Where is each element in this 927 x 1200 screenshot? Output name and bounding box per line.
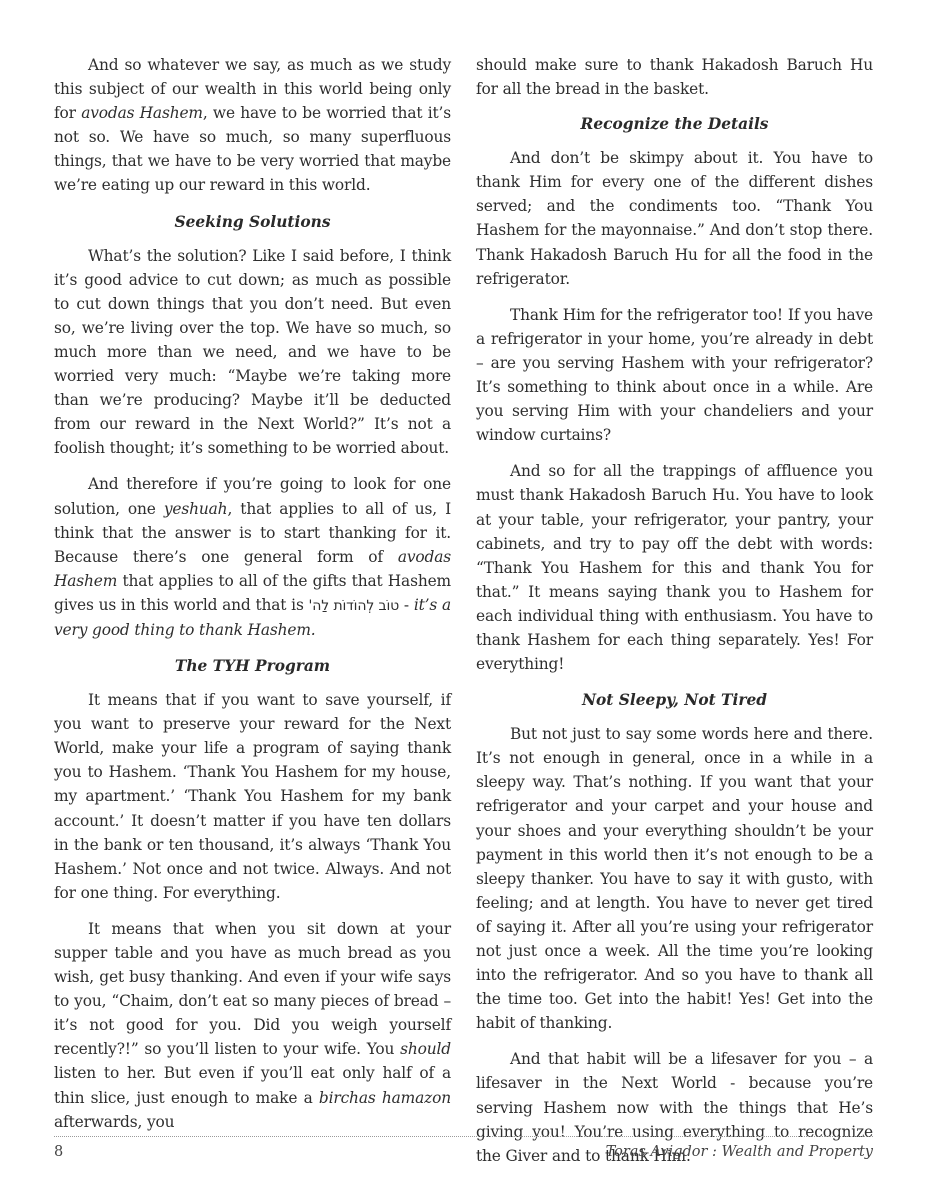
text-run: listen to her. But even if you’ll eat only half of a thin slice, just enough to make a	[54, 1064, 451, 1107]
italic-translation: it’s a very good thing to thank Hashem.	[54, 595, 451, 639]
italic-term: avodas Hashem	[54, 547, 451, 590]
paragraph: But not just to say some words here and there. It’s not enough in general, once in a while in a sleepy way. That’s nothing. If you want that your refrigerator and your carpet and your house and your shoes and your everything shouldn’t be your payment in this world then it’s not enough to be a sleepy thanker. You have to say it with gusto, with feeling; and at length. You have to never get tired of saying it. After all you’re using your refrigerator not just once a week. All the time you’re looking into the refrigerator. And so you have to thank all the time too. Get into the habit! Yes! Get into the habit of thanking.	[476, 725, 873, 1033]
section-heading-recognize-details: Recognize the Details	[580, 115, 769, 134]
paragraph: And that habit will be a lifesaver for you – a lifesaver in the Next World - because you’re serving Hashem now with the things that He’s giving you! You’re using everything to recognize the Giver and to thank Him.	[476, 1050, 873, 1165]
text-run: afterwards, you	[54, 1112, 175, 1131]
paragraph	[54, 53, 451, 198]
section-heading-tyh-program: The TYH Program	[174, 657, 331, 676]
footer-row	[54, 1142, 873, 1162]
text-run: And so whatever we say, as much as we study this subject of our wealth in this world being only for	[54, 56, 451, 123]
text-run: , that applies to all of us, I think that the answer is to start thanking for it. Because there’s one general form of	[54, 499, 451, 566]
text-run: that applies to all of the gifts that Hashem gives us in this world and that is	[54, 571, 451, 614]
paragraph: Thank Him for the refrigerator too! If you have a refrigerator in your home, you’re already in debt – are you serving Hashem with your refrigerator? It’s something to think about once in a while. Are you serving Him with your chandeliers and your window curtains?	[476, 305, 873, 445]
paragraph	[54, 917, 451, 1134]
right-column	[476, 53, 873, 1180]
paragraph	[54, 472, 451, 642]
footer-divider	[54, 1136, 873, 1137]
paragraph: What’s the solution? Like I said before, I think it’s good advice to cut down; as much as possible to cut down things that you don’t need. But even so, we’re living over the top. We have so much, so much more than we need, and we have to be worried very much: “Maybe we’re taking more than we’re producing? Maybe it’ll be deducted from our reward in the Next World?” It’s not a foolish thought; it’s something to be worried about.	[54, 246, 451, 458]
paragraph: It means that if you want to save yourself, if you want to preserve your reward for the Next World, make your life a program of saying thank you to Hashem. ‘Thank You Hashem for my house, my apartment.’ ‘Thank You Hashem for my bank account.’ It doesn’t matter if you have ten dollars in the bank or ten thousand, it’s always ‘Thank You Hashem.’ Not once and not twice. Always. And not for one thing. For everything.	[54, 691, 451, 902]
running-title: Toras Avigdor : Wealth and Property	[605, 1144, 873, 1160]
left-column	[54, 53, 451, 1146]
italic-term: should	[400, 1040, 451, 1059]
text-run: -	[399, 595, 414, 614]
italic-term: birchas hamazon	[318, 1088, 451, 1107]
section-heading-seeking-solutions: Seeking Solutions	[174, 212, 331, 231]
paragraph: And so for all the trappings of affluence you must thank Hakadosh Baruch Hu. You have to look at your table, your refrigerator, your pantry, your cabinets, and try to pay off the debt with words: “Thank You Hashem for this and thank You for that.” It means saying thank you to Hashem for each individual thing with enthusiasm. You have to thank Hashem for each thing separately. Yes! For everything!	[476, 462, 873, 674]
text-run: , we have to be worried that it’s not so. We have so much, so many superfluous things, that we have to be very worried that maybe we’re eating up our reward in this world.	[54, 104, 451, 195]
page-number: 8	[54, 1144, 64, 1160]
hebrew-quote: טוֹב לְהוֹדוֹת לַה'	[308, 597, 400, 614]
paragraph-continued: should make sure to thank Hakadosh Baruch Hu for all the bread in the basket.	[476, 56, 873, 99]
page-footer	[54, 1136, 873, 1162]
italic-term: yeshuah	[163, 499, 228, 518]
paragraph: And don’t be skimpy about it. You have to thank Him for every one of the different dishes served; and the condiments too. “Thank You Hashem for the mayonnaise.” And don’t stop there. Thank Hakadosh Baruch Hu for all the food in the refrigerator.	[476, 149, 873, 288]
italic-term: avodas Hashem	[81, 104, 203, 123]
text-run: It means that when you sit down at your supper table and you have as much bread as you wish, get busy thanking. And even if your wife says to you, “Chaim, don’t eat so many pieces of bread – it’s not good for you. Did you weigh yourself recently?!” so you’ll listen to your wife. You	[54, 919, 451, 1059]
section-heading-not-sleepy: Not Sleepy, Not Tired	[581, 691, 768, 710]
text-run: And therefore if you’re going to look for one solution, one	[54, 475, 451, 518]
